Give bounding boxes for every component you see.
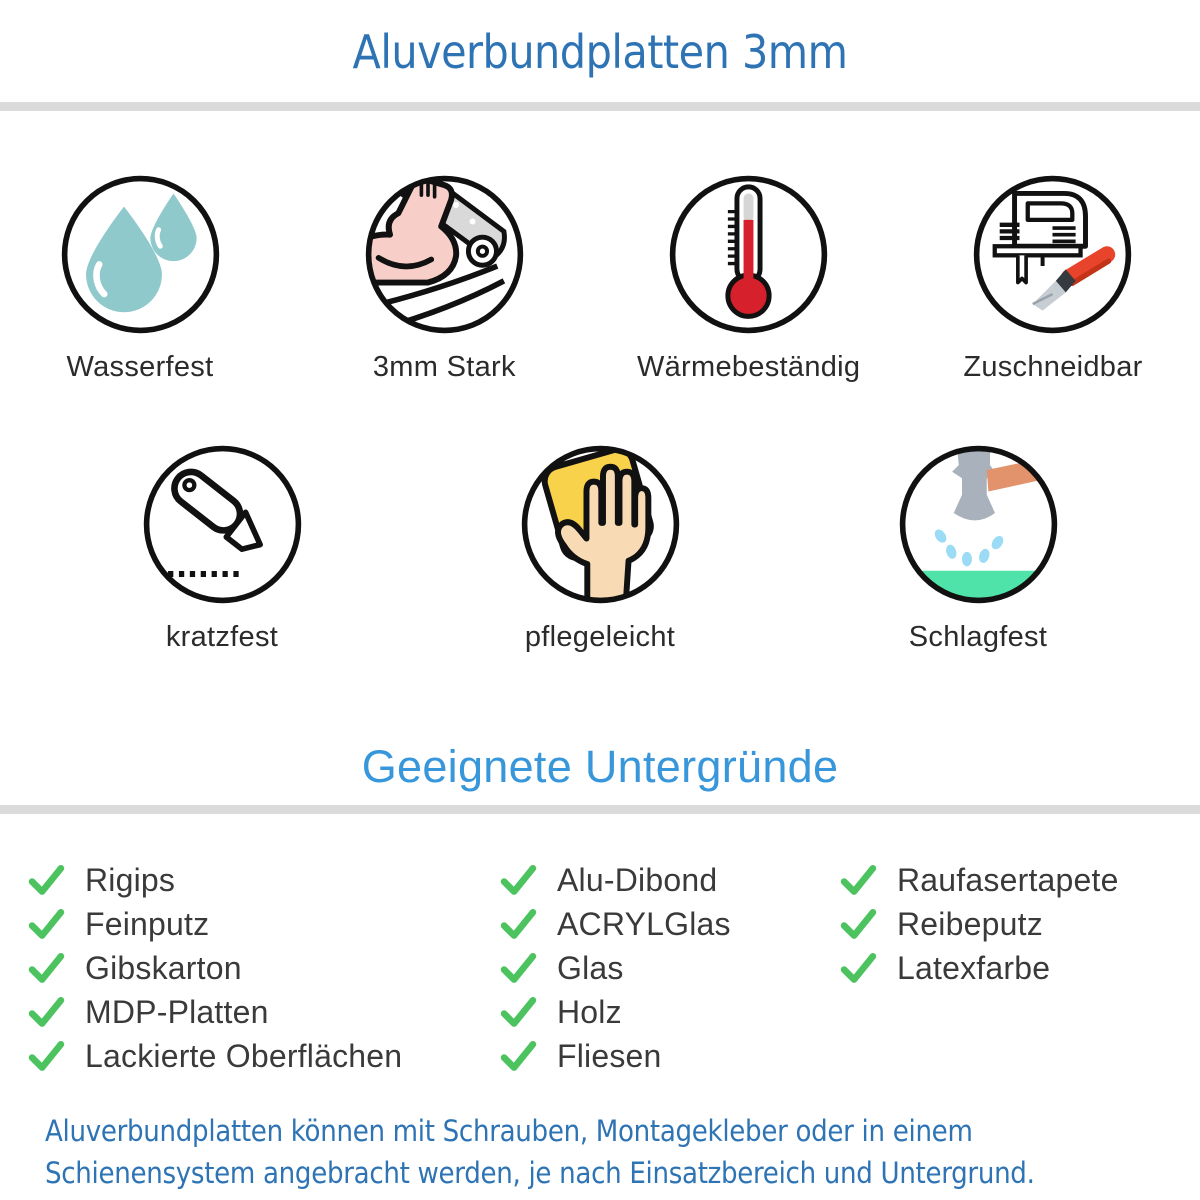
check-icon	[28, 865, 65, 896]
feature-item-zuschneidbar	[928, 172, 1178, 385]
utility-knife-icon	[140, 442, 305, 607]
list-item-label: Gibskarton	[85, 949, 242, 986]
hammer-surface-icon	[896, 442, 1061, 607]
list-item	[28, 1034, 500, 1078]
list-item-label: Fliesen	[557, 1037, 662, 1074]
feature-label: Wärmebeständig	[636, 351, 861, 383]
feature-item-schlagfest	[853, 442, 1103, 655]
list-item	[500, 990, 840, 1034]
feature-row-2	[0, 442, 1200, 655]
check-icon	[840, 953, 877, 984]
list-item	[28, 990, 500, 1034]
water-drops-icon	[58, 172, 223, 337]
list-item	[28, 858, 500, 902]
feature-label: Wasserfest	[66, 351, 214, 383]
footer-line-2: Schienensystem angebracht werden, je nach Einsatzbereich und Untergrund.	[45, 1156, 1035, 1190]
feature-label: 3mm Stark	[372, 351, 516, 383]
check-icon	[500, 997, 537, 1028]
list-item-label: Latexfarbe	[897, 949, 1051, 986]
jigsaw-cutter-icon	[970, 172, 1135, 337]
feature-item-kratzfest	[97, 442, 347, 655]
feature-label: Zuschneidbar	[963, 351, 1143, 383]
list-item-label: ACRYLGlas	[557, 905, 731, 942]
muscle-arm-panel-icon	[362, 172, 527, 337]
substrates-list	[0, 858, 1200, 1078]
check-icon	[840, 865, 877, 896]
substrates-column-2	[500, 858, 840, 1078]
list-item	[28, 946, 500, 990]
list-item	[840, 902, 1200, 946]
check-icon	[28, 909, 65, 940]
check-icon	[500, 865, 537, 896]
list-item-label: Feinputz	[85, 905, 210, 942]
substrates-column-1	[28, 858, 500, 1078]
list-item	[500, 946, 840, 990]
list-item-label: Alu-Dibond	[557, 861, 718, 898]
list-item	[840, 858, 1200, 902]
list-item-label: Lackierte Oberflächen	[85, 1037, 403, 1074]
check-icon	[840, 909, 877, 940]
feature-item-3mm-stark	[319, 172, 569, 385]
feature-item-wasserfest	[15, 172, 265, 385]
footer-note	[0, 1110, 1200, 1194]
list-item	[500, 1034, 840, 1078]
feature-row-1	[0, 172, 1200, 385]
check-icon	[28, 1041, 65, 1072]
feature-label: pflegeleicht	[524, 621, 676, 653]
check-icon	[500, 909, 537, 940]
check-icon	[500, 1041, 537, 1072]
list-item-label: Reibeputz	[897, 905, 1043, 942]
list-item-label: MDP-Platten	[85, 993, 269, 1030]
thermometer-icon	[666, 172, 831, 337]
check-icon	[28, 953, 65, 984]
divider-middle	[0, 805, 1200, 814]
feature-item-waermebestaendig	[624, 172, 874, 385]
check-icon	[28, 997, 65, 1028]
list-item	[500, 902, 840, 946]
list-item-label: Holz	[557, 993, 622, 1030]
list-item	[500, 858, 840, 902]
feature-label: kratzfest	[165, 621, 279, 653]
section-title: Geeignete Untergründe	[361, 741, 839, 792]
page-title: Aluverbundplatten 3mm	[352, 25, 848, 79]
list-item-label: Rigips	[85, 861, 176, 898]
list-item-label: Glas	[557, 949, 624, 986]
list-item	[840, 946, 1200, 990]
list-item-label: Raufasertapete	[897, 861, 1119, 898]
list-item	[28, 902, 500, 946]
check-icon	[500, 953, 537, 984]
footer-line-1: Aluverbundplatten können mit Schrauben, Montagekleber oder in einem	[45, 1114, 973, 1148]
hand-cloth-icon	[518, 442, 683, 607]
substrates-column-3	[840, 858, 1200, 1078]
divider-top	[0, 102, 1200, 111]
feature-label: Schlagfest	[908, 621, 1048, 653]
feature-item-pflegeleicht	[475, 442, 725, 655]
